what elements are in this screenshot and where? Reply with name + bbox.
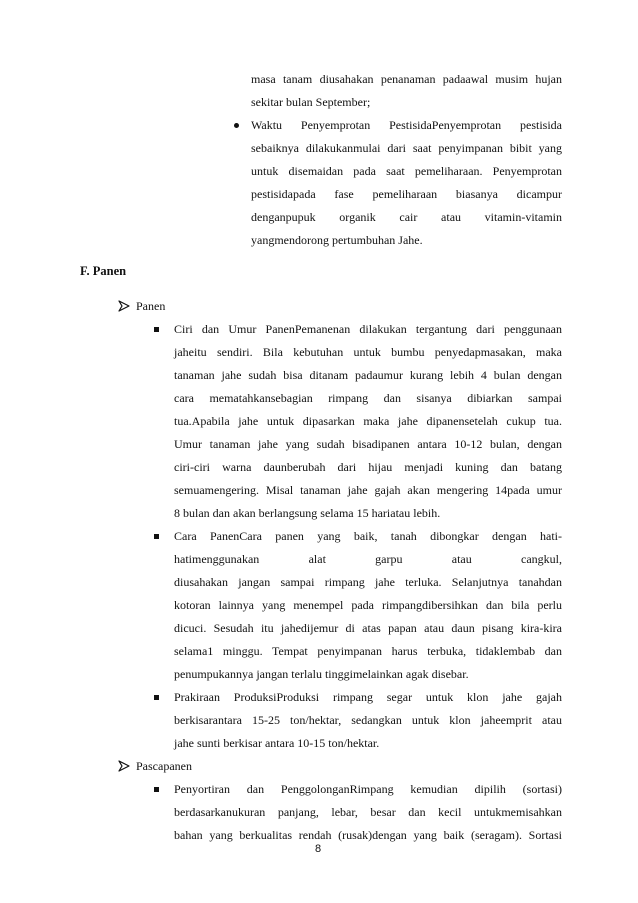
paragraph-line: sekitar bulan September; [251, 95, 371, 109]
list-item-line: bahan yang berkualitas rendah (rusak)dengan yang baik (seragam). Sortasi [174, 828, 562, 842]
list-item-line: Penyortiran dan PenggolonganRimpang kemudian dipilih (sortasi) [174, 782, 562, 796]
list-item-line: jahe sunti berkisar antara 10-15 ton/hektar. [174, 736, 380, 750]
list-item-line: tua.Apabila jahe untuk dipasarkan maka jahe dipanensetelah cukup tua. [174, 414, 562, 428]
square-bullet-icon [154, 327, 159, 332]
list-item-line: penumpukannya jangan terlalu tinggimelainkan agak disebar. [174, 667, 469, 681]
list-item-line: jaheitu sendiri. Bila kebutuhan untuk bumbu penyedapmasakan, maka [174, 345, 562, 359]
bullet-line-waktu: sebaiknya dilakukanmulai dari saat penyimpanan bibit yang [251, 141, 562, 155]
page-number: 8 [315, 843, 322, 855]
list-item-line: berdasarkanukuran panjang, lebar, besar dan kecil untukmemisahkan [174, 805, 562, 819]
list-item-line: ciri-ciri warna daunberubah dari hijau menjadi kuning dan batang [174, 460, 562, 474]
square-bullet-icon [154, 787, 159, 792]
list-item-line: tanaman jahe sudah bisa ditanam padaumur kurang lebih 4 bulan dengan [174, 368, 562, 382]
bullet-line-waktu: Waktu Penyemprotan PestisidaPenyemprotan pestisida [251, 118, 562, 132]
list-item-line: cara mematahkansebagian rimpang dan sisanya dibiarkan sampai [174, 391, 562, 405]
arrow-bullet-icon [118, 300, 130, 312]
paragraph-line: masa tanam diusahakan penanaman padaawal musim hujan [251, 72, 562, 86]
square-bullet-icon [154, 695, 159, 700]
arrow-bullet-icon [118, 760, 130, 772]
list-item-line: diusahakan jangan sampai rimpang jahe terluka. Selanjutnya tanahdan [174, 575, 562, 589]
bullet-line-waktu: pestisidapada fase pemeliharaan biasanya dicampur [251, 187, 562, 201]
list-item-line: Umur tanaman jahe yang sudah bisadipanen antara 10-12 bulan, dengan [174, 437, 562, 451]
square-bullet-icon [154, 534, 159, 539]
list-item-line: hatimenggunakan alat garpu atau cangkul, [174, 552, 562, 566]
subsection-label-panen: Panen [136, 299, 166, 313]
list-item-line: berkisarantara 15-25 ton/hektar, sedangkan untuk klon jaheemprit atau [174, 713, 562, 727]
list-item-line: dicuci. Sesudah itu jahedijemur di atas papan atau daun pisang kira-kira [174, 621, 562, 635]
bullet-line-waktu: untuk disemaidan pada saat pemeliharaan. Penyemprotan [251, 164, 562, 178]
bullet-line-waktu: yangmendorong pertumbuhan Jahe. [251, 233, 423, 247]
list-item-line: kotoran lainnya yang menempel pada rimpangdibersihkan dan bila perlu [174, 598, 562, 612]
list-item-line: selama1 minggu. Tempat penyimpanan harus terbuka, tidaklembab dan [174, 644, 562, 658]
list-item-line: semuamengering. Misal tanaman jahe gajah akan mengering 14pada umur [174, 483, 562, 497]
list-item-line: Prakiraan ProduksiProduksi rimpang segar untuk klon jahe gajah [174, 690, 562, 704]
list-item-line: 8 bulan dan akan berlangsung selama 15 hariatau lebih. [174, 506, 441, 520]
subsection-label-pascapanen: Pascapanen [136, 759, 192, 773]
list-item-line: Ciri dan Umur PanenPemanenan dilakukan tergantung dari penggunaan [174, 322, 562, 336]
list-item-line: Cara PanenCara panen yang baik, tanah dibongkar dengan hati- [174, 529, 562, 543]
section-heading: F. Panen [80, 264, 127, 278]
bullet-line-waktu: denganpupuk organik cair atau vitamin-vitamin [251, 210, 562, 224]
bullet-dot-icon [234, 123, 239, 128]
